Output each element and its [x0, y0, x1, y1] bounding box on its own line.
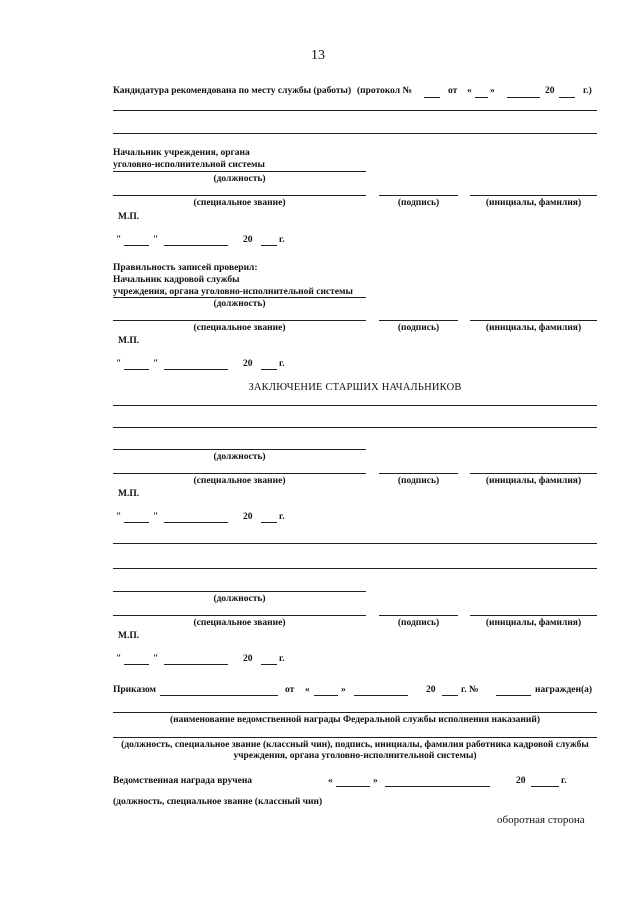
sign2-rank-caption: (специальное звание) — [193, 323, 286, 333]
sign3-signature-caption: (подпись) — [397, 476, 440, 486]
order-number-line[interactable] — [496, 695, 531, 696]
award-name-line[interactable] — [113, 712, 597, 713]
sign1-rank-caption: (специальное звание) — [193, 198, 286, 208]
sign4-rank-caption: (специальное звание) — [193, 618, 286, 628]
sign1-signature-caption: (подпись) — [397, 198, 440, 208]
date1-suffix: г. — [279, 235, 285, 245]
date3-month-line[interactable] — [164, 522, 228, 523]
date4-year: 20 — [243, 654, 253, 664]
date1-quote-open: " — [116, 235, 122, 245]
order-month-line[interactable] — [354, 695, 408, 696]
date3-quote-open: " — [116, 512, 122, 522]
order-year: 20 — [426, 685, 436, 695]
delivered-quote-open: « — [328, 776, 333, 786]
conclusion-position-line-2[interactable] — [113, 591, 366, 592]
conclusion-line-4[interactable] — [113, 568, 597, 569]
conclusion-position-line-1[interactable] — [113, 449, 366, 450]
sign3-rank-caption: (специальное звание) — [193, 476, 286, 486]
date2-year-line[interactable] — [261, 369, 277, 370]
candidacy-year-suffix: г.) — [583, 86, 592, 96]
seal-1: М.П. — [118, 212, 140, 222]
candidacy-month-line[interactable] — [507, 97, 540, 98]
sign3-name-caption: (инициалы, фамилия) — [485, 476, 582, 486]
candidacy-quote-close: » — [490, 86, 495, 96]
date2-quote-close: " — [153, 359, 159, 369]
order-year-line[interactable] — [442, 695, 458, 696]
candidacy-line-2[interactable] — [113, 133, 597, 134]
chief-position-caption: (должность) — [213, 174, 266, 184]
sign4-signature-caption: (подпись) — [397, 618, 440, 628]
hr-caption-line-2: учреждения, органа уголовно-исполнительной системы) — [233, 751, 477, 761]
candidacy-from: от — [448, 86, 458, 96]
seal-4: М.П. — [118, 631, 140, 641]
chief-line-2: уголовно-исполнительной системы — [113, 160, 265, 170]
date4-quote-open: " — [116, 654, 122, 664]
sign3-name-line[interactable] — [470, 473, 597, 474]
award-name-caption: (наименование ведомственной награды Федеральной службы исполнения наказаний) — [170, 715, 540, 725]
final-caption: (должность, специальное звание (классный чин) — [113, 797, 323, 807]
date4-suffix: г. — [279, 654, 285, 664]
date3-quote-close: " — [153, 512, 159, 522]
sign2-signature-caption: (подпись) — [397, 323, 440, 333]
conclusion-position-caption-1: (должность) — [213, 452, 266, 462]
order-day-line[interactable] — [314, 695, 338, 696]
sign4-name-caption: (инициалы, фамилия) — [485, 618, 582, 628]
verified-position-line[interactable] — [113, 297, 366, 298]
delivered-month-line[interactable] — [385, 786, 490, 787]
seal-2: М.П. — [118, 336, 140, 346]
protocol-label: (протокол № — [357, 86, 413, 96]
date2-suffix: г. — [279, 359, 285, 369]
candidacy-line-1[interactable] — [113, 110, 597, 111]
sign1-rank-line[interactable] — [113, 195, 366, 196]
hr-caption-line-1: (должность, специальное звание (классный чин), подпись, инициалы, фамилия работника кадровой службы — [121, 740, 589, 750]
order-quote-open: « — [305, 685, 310, 695]
candidacy-year: 20 — [545, 86, 555, 96]
sign2-rank-line[interactable] — [113, 320, 366, 321]
delivered-year-line[interactable] — [531, 786, 559, 787]
verified-line-1: Правильность записей проверил: — [113, 263, 258, 273]
award-delivered-label: Ведомственная награда вручена — [113, 776, 253, 786]
date2-month-line[interactable] — [164, 369, 228, 370]
sign2-name-line[interactable] — [470, 320, 597, 321]
sign3-rank-line[interactable] — [113, 473, 366, 474]
order-awarded: награжден(а) — [535, 685, 593, 695]
date1-year-line[interactable] — [261, 245, 277, 246]
sign1-signature-line[interactable] — [379, 195, 458, 196]
delivered-year: 20 — [516, 776, 526, 786]
conclusion-position-caption-2: (должность) — [213, 594, 266, 604]
page-number: 13 — [311, 48, 325, 63]
verified-line-3: учреждения, органа уголовно-исполнительной системы — [113, 287, 353, 297]
protocol-number-line[interactable] — [424, 97, 440, 98]
sign4-signature-line[interactable] — [379, 615, 458, 616]
sign3-signature-line[interactable] — [379, 473, 458, 474]
candidacy-day-line[interactable] — [475, 97, 488, 98]
candidacy-text: Кандидатура рекомендована по месту службы (работы) — [113, 86, 352, 96]
date1-quote-close: " — [153, 235, 159, 245]
date3-day-line[interactable] — [124, 522, 149, 523]
order-label: Приказом — [113, 685, 157, 695]
conclusion-line-3[interactable] — [113, 543, 597, 544]
seal-3: М.П. — [118, 489, 140, 499]
sign2-name-caption: (инициалы, фамилия) — [485, 323, 582, 333]
verified-position-caption: (должность) — [213, 299, 266, 309]
conclusion-line-1[interactable] — [113, 405, 597, 406]
sign1-name-caption: (инициалы, фамилия) — [485, 198, 582, 208]
candidacy-year-line[interactable] — [559, 97, 575, 98]
delivered-quote-close: » — [373, 776, 378, 786]
date2-day-line[interactable] — [124, 369, 149, 370]
order-number-label: г. № — [461, 685, 479, 695]
date4-month-line[interactable] — [164, 664, 228, 665]
date4-day-line[interactable] — [124, 664, 149, 665]
order-from: от — [285, 685, 295, 695]
date2-year: 20 — [243, 359, 253, 369]
date1-month-line[interactable] — [164, 245, 228, 246]
date2-quote-open: " — [116, 359, 122, 369]
sign4-name-line[interactable] — [470, 615, 597, 616]
order-quote-close: » — [341, 685, 346, 695]
date3-year-line[interactable] — [261, 522, 277, 523]
candidacy-quote-open: « — [467, 86, 472, 96]
date3-year: 20 — [243, 512, 253, 522]
delivered-suffix: г. — [561, 776, 567, 786]
sign4-rank-line[interactable] — [113, 615, 366, 616]
verified-line-2: Начальник кадровой службы — [113, 275, 240, 285]
order-authority-line[interactable] — [160, 695, 278, 696]
date1-year: 20 — [243, 235, 253, 245]
sign1-name-line[interactable] — [470, 195, 597, 196]
hr-officer-line[interactable] — [113, 737, 597, 738]
chief-line-1: Начальник учреждения, органа — [113, 148, 250, 158]
date3-suffix: г. — [279, 512, 285, 522]
sign2-signature-line[interactable] — [379, 320, 458, 321]
date1-day-line[interactable] — [124, 245, 149, 246]
reverse-side-label: оборотная сторона — [497, 814, 585, 826]
date4-quote-close: " — [153, 654, 159, 664]
conclusion-line-2[interactable] — [113, 427, 597, 428]
chief-position-line[interactable] — [113, 171, 366, 172]
conclusion-heading: ЗАКЛЮЧЕНИЕ СТАРШИХ НАЧАЛЬНИКОВ — [248, 382, 462, 393]
date4-year-line[interactable] — [261, 664, 277, 665]
delivered-day-line[interactable] — [336, 786, 370, 787]
